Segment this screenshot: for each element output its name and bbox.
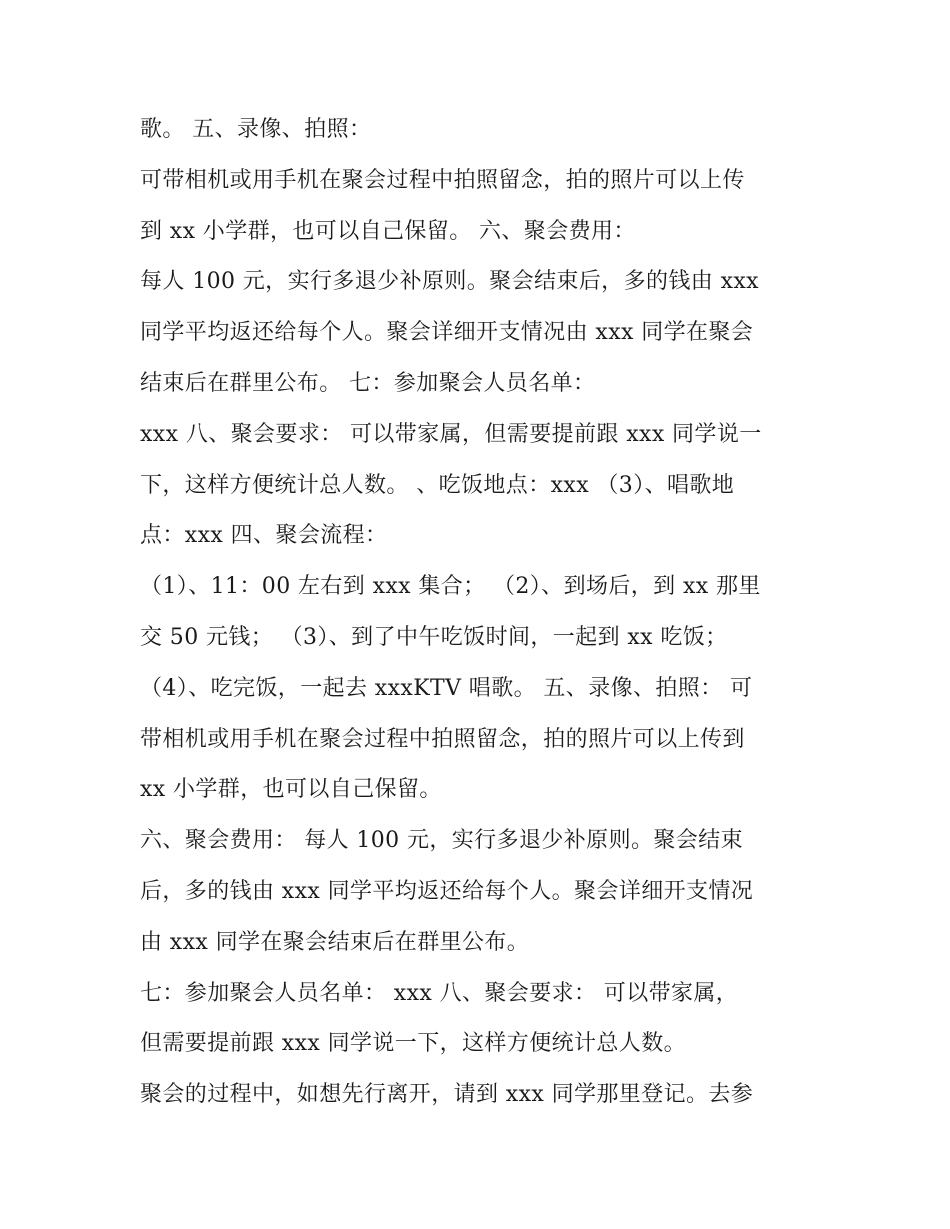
text-line: xx 小学群，也可以自己保留。 [140,777,442,803]
text-line: 下，这样方便统计总人数。 、吃饭地点：xxx （3）、唱歌地 [140,472,735,498]
text-line: 带相机或用手机在聚会过程中拍照留念，拍的照片可以上传到 [140,726,745,752]
text-line: xxx 八、聚会要求： 可以带家属，但需要提前跟 xxx 同学说一 [140,421,762,447]
text-line: 由 xxx 同学在聚会结束后在群里公布。 [140,929,530,955]
document-body [140,105,830,1121]
text-line: 交 50 元钱； （3）、到了中午吃饭时间，一起到 xx 吃饭； [140,624,728,650]
text-line: 结束后在群里公布。 七：参加聚会人员名单： [140,370,596,396]
text-line: 六、聚会费用： 每人 100 元，实行多退少补原则。聚会结束 [140,828,743,854]
text-line: 同学平均返还给每个人。聚会详细开支情况由 xxx 同学在聚会 [140,320,754,346]
text-line: 后，多的钱由 xxx 同学平均返还给每个人。聚会详细开支情况 [140,878,754,904]
text-line: 点：xxx 四、聚会流程： [140,523,388,549]
text-line: 歌。 五、录像、拍照： [140,117,372,142]
text-line: （4）、吃完饭，一起去 xxxKTV 唱歌。 五、录像、拍照： 可 [140,675,753,701]
text-line: 可带相机或用手机在聚会过程中拍照留念，拍的照片可以上传 [140,167,745,193]
text-line: 每人 100 元，实行多退少补原则。聚会结束后，多的钱由 xxx [140,269,759,295]
text-line: 聚会的过程中，如想先行离开，请到 xxx 同学那里登记。去参 [140,1082,754,1108]
text-line: 但需要提前跟 xxx 同学说一下，这样方便统计总人数。 [140,1031,687,1057]
text-line: 七：参加聚会人员名单： xxx 八、聚会要求： 可以带家属， [140,980,739,1006]
text-line: 到 xx 小学群，也可以自己保留。 六、聚会费用： [140,218,636,244]
text-line: （1）、11：00 左右到 xxx 集合； （2）、到场后，到 xx 那里 [140,574,761,600]
